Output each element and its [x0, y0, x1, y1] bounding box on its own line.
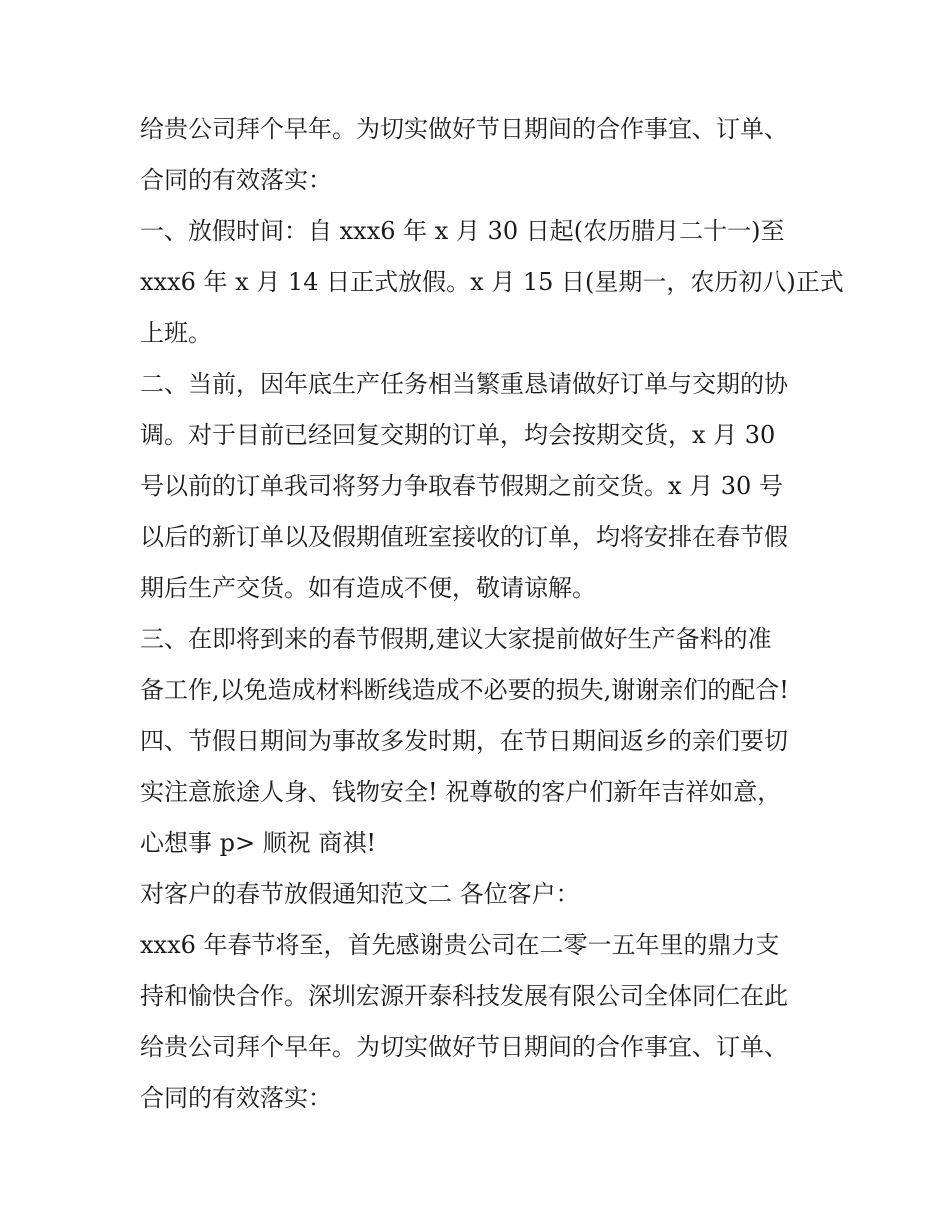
text-line: 持和愉快合作。深圳宏源开泰科技发展有限公司全体同仁在此 — [140, 982, 788, 1010]
text-line: 合同的有效落实： — [140, 1084, 332, 1112]
text-line: 调。对于目前已经回复交期的订单，均会按期交货，x 月 30 — [140, 421, 776, 449]
text-line: 心想事 p> 顺祝 商祺! — [140, 829, 377, 857]
text-line: 上班。 — [140, 319, 212, 347]
text-line: xxx6 年春节将至，首先感谢贵公司在二零一五年里的鼎力支 — [140, 931, 780, 959]
text-line: 实注意旅途人身、钱物安全! 祝尊敬的客户们新年吉祥如意， — [140, 778, 782, 806]
text-line: 合同的有效落实： — [140, 166, 332, 194]
section-heading: 对客户的春节放假通知范文二 各位客户： — [140, 880, 580, 908]
text-line: 三、在即将到来的春节假期,建议大家提前做好生产备料的准 — [140, 625, 772, 653]
text-line: 备工作,以免造成材料断线造成不必要的损失,谢谢亲们的配合! — [140, 676, 789, 704]
text-line: 二、当前，因年底生产任务相当繁重恳请做好订单与交期的协 — [140, 370, 788, 398]
text-line: 四、节假日期间为事故多发时期，在节日期间返乡的亲们要切 — [140, 727, 788, 755]
document-body — [140, 104, 844, 1124]
text-line: 以后的新订单以及假期值班室接收的订单，均将安排在春节假 — [140, 523, 788, 551]
text-line: xxx6 年 x 月 14 日正式放假。x 月 15 日(星期一，农历初八)正式 — [140, 268, 844, 296]
text-line: 一、放假时间：自 xxx6 年 x 月 30 日起(农历腊月二十一)至 — [140, 217, 785, 245]
text-line: 号以前的订单我司将努力争取春节假期之前交货。x 月 30 号 — [140, 472, 783, 500]
text-line: 期后生产交货。如有造成不便，敬请谅解。 — [140, 574, 596, 602]
text-line: 给贵公司拜个早年。为切实做好节日期间的合作事宜、订单、 — [140, 1033, 788, 1061]
text-line: 给贵公司拜个早年。为切实做好节日期间的合作事宜、订单、 — [140, 115, 788, 143]
